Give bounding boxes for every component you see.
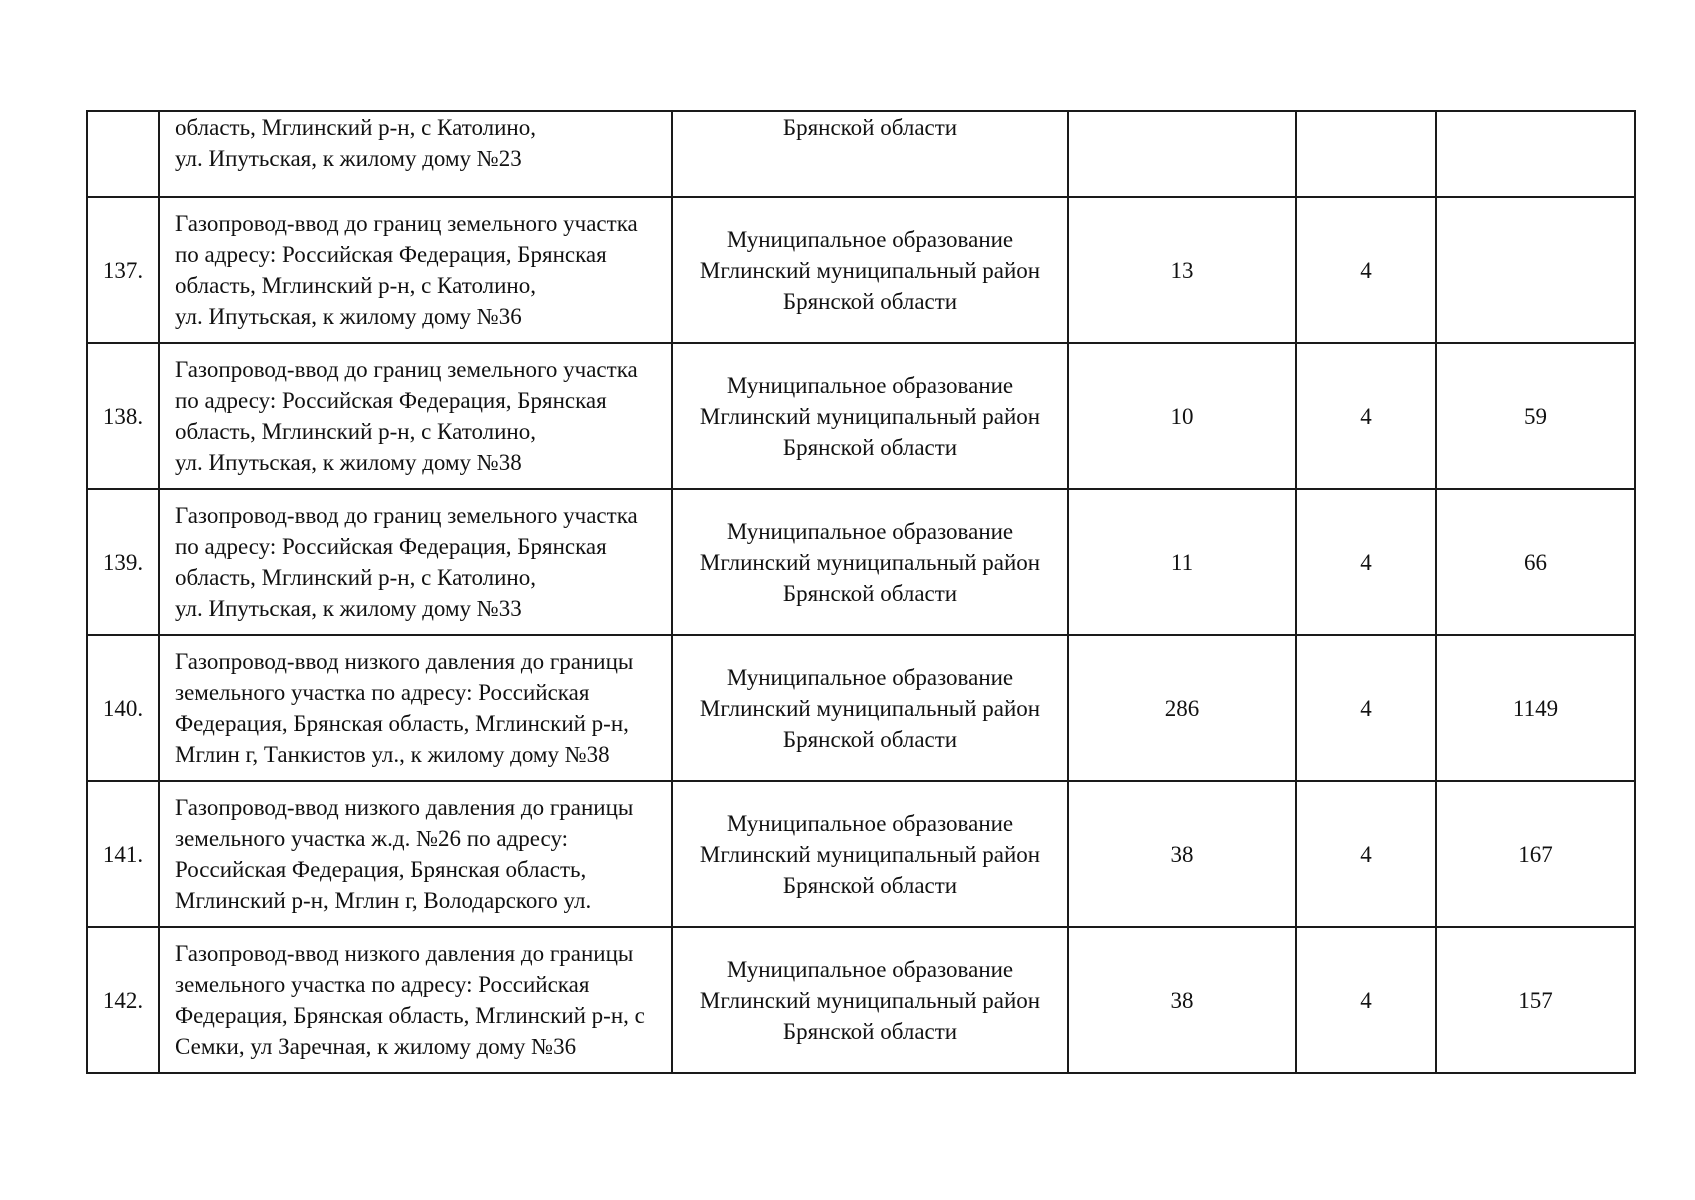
- cell-object-name: [159, 927, 672, 1073]
- text-line: Брянской области: [782, 726, 958, 752]
- text-line: Муниципальное образование: [726, 810, 1014, 836]
- cell-length: 11: [1068, 489, 1296, 635]
- cell-owner: [672, 343, 1068, 489]
- cell-length: 38: [1068, 781, 1296, 927]
- text-line: ул. Ипутьская, к жилому дому №38: [175, 450, 522, 475]
- cell-length: [1068, 111, 1296, 197]
- table-row: [87, 635, 1635, 781]
- text-line: по адресу: Российская Федерация, Брянская: [175, 242, 607, 267]
- text-line: Муниципальное образование: [726, 372, 1014, 398]
- cell-object-name: [159, 111, 672, 197]
- cell-length: 38: [1068, 927, 1296, 1073]
- text-line: Газопровод-ввод низкого давления до границы: [175, 649, 634, 674]
- cell-number: 137.: [87, 197, 159, 343]
- cell-category: 4: [1296, 635, 1436, 781]
- cell-value: 66: [1436, 489, 1635, 635]
- text-line: Газопровод-ввод до границ земельного участка: [175, 357, 638, 382]
- cell-object-name: [159, 489, 672, 635]
- cell-length: 286: [1068, 635, 1296, 781]
- text-line: ул. Ипутьская, к жилому дому №33: [175, 596, 522, 621]
- text-line: Брянской области: [782, 1018, 958, 1044]
- text-line: Брянской области: [782, 580, 958, 606]
- text-line: Мглинский р-н, Мглин г, Володарского ул.: [175, 888, 592, 913]
- cell-owner: [672, 197, 1068, 343]
- cell-number: [87, 111, 159, 197]
- text-line: Брянской области: [782, 434, 958, 460]
- cell-object-name: [159, 343, 672, 489]
- cell-category: 4: [1296, 489, 1436, 635]
- text-line: область, Мглинский р-н, с Католино,: [175, 115, 536, 140]
- cell-owner: [672, 635, 1068, 781]
- text-line: Мглинский муниципальный район: [699, 403, 1041, 429]
- cell-owner: [672, 489, 1068, 635]
- text-line: Мглин г, Танкистов ул., к жилому дому №38: [175, 742, 610, 767]
- text-line: Мглинский муниципальный район: [699, 695, 1041, 721]
- text-line: Газопровод-ввод низкого давления до границы: [175, 941, 634, 966]
- text-line: Муниципальное образование: [726, 226, 1014, 252]
- table-row: [87, 489, 1635, 635]
- cell-value: 59: [1436, 343, 1635, 489]
- cell-number: 141.: [87, 781, 159, 927]
- table-row: [87, 927, 1635, 1073]
- cell-number: 138.: [87, 343, 159, 489]
- text-line: Газопровод-ввод до границ земельного участка: [175, 211, 638, 236]
- cell-object-name: [159, 197, 672, 343]
- text-line: по адресу: Российская Федерация, Брянская: [175, 534, 607, 559]
- text-line: Мглинский муниципальный район: [699, 841, 1041, 867]
- cell-value: [1436, 111, 1635, 197]
- text-line: ул. Ипутьская, к жилому дому №23: [175, 146, 522, 171]
- cell-value: [1436, 197, 1635, 343]
- text-line: Брянской области: [782, 288, 958, 314]
- text-line: Федерация, Брянская область, Мглинский р-н, с: [175, 1003, 645, 1028]
- text-line: область, Мглинский р-н, с Католино,: [175, 419, 536, 444]
- text-line: область, Мглинский р-н, с Католино,: [175, 273, 536, 298]
- cell-length: 13: [1068, 197, 1296, 343]
- table-row: [87, 197, 1635, 343]
- text-line: Муниципальное образование: [726, 664, 1014, 690]
- cell-number: 139.: [87, 489, 159, 635]
- cell-length: 10: [1068, 343, 1296, 489]
- table-row: [87, 781, 1635, 927]
- cell-owner: [672, 781, 1068, 927]
- table-row-continuation: [87, 111, 1635, 197]
- text-line: Муниципальное образование: [726, 956, 1014, 982]
- text-line: земельного участка ж.д. №26 по адресу:: [175, 826, 569, 851]
- text-line: Газопровод-ввод низкого давления до границы: [175, 795, 634, 820]
- text-line: Газопровод-ввод до границ земельного участка: [175, 503, 638, 528]
- table-row: [87, 343, 1635, 489]
- cell-object-name: [159, 635, 672, 781]
- cell-value: 167: [1436, 781, 1635, 927]
- text-line: Муниципальное образование: [726, 518, 1014, 544]
- cell-owner: [672, 927, 1068, 1073]
- text-line: земельного участка по адресу: Российская: [175, 680, 590, 705]
- text-line: ул. Ипутьская, к жилому дому №36: [175, 304, 522, 329]
- cell-number: 142.: [87, 927, 159, 1073]
- cell-category: 4: [1296, 343, 1436, 489]
- text-line: Семки, ул Заречная, к жилому дому №36: [175, 1034, 577, 1059]
- text-line: Мглинский муниципальный район: [699, 549, 1041, 575]
- text-line: Брянской области: [782, 115, 958, 140]
- cell-category: 4: [1296, 781, 1436, 927]
- text-line: земельного участка по адресу: Российская: [175, 972, 590, 997]
- text-line: область, Мглинский р-н, с Католино,: [175, 565, 536, 590]
- text-line: по адресу: Российская Федерация, Брянская: [175, 388, 607, 413]
- cell-category: 4: [1296, 927, 1436, 1073]
- cell-value: 157: [1436, 927, 1635, 1073]
- text-line: Мглинский муниципальный район: [699, 987, 1041, 1013]
- text-line: Мглинский муниципальный район: [699, 257, 1041, 283]
- cell-owner: [672, 111, 1068, 197]
- text-line: Брянской области: [782, 872, 958, 898]
- cell-value: 1149: [1436, 635, 1635, 781]
- cell-object-name: [159, 781, 672, 927]
- cell-number: 140.: [87, 635, 159, 781]
- text-line: Федерация, Брянская область, Мглинский р-н,: [175, 711, 629, 736]
- cell-category: 4: [1296, 197, 1436, 343]
- cell-category: [1296, 111, 1436, 197]
- text-line: Российская Федерация, Брянская область,: [175, 857, 587, 882]
- registry-table: [86, 110, 1636, 1074]
